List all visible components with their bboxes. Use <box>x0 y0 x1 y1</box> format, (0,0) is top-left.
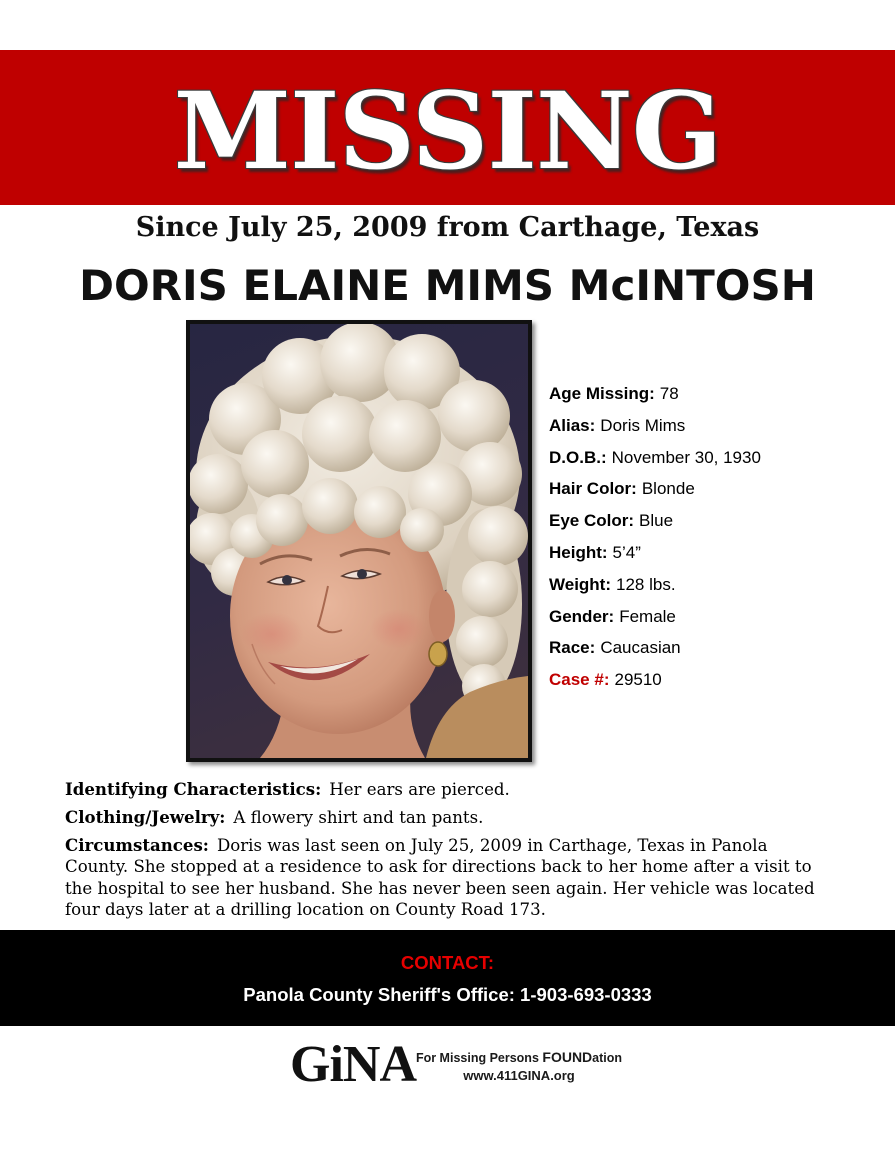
detail-weight <box>549 569 761 601</box>
clothing-label: Clothing/Jewelry: <box>65 806 226 827</box>
contact-heading: CONTACT: <box>400 952 495 973</box>
circumstances <box>65 835 815 920</box>
cheek <box>370 609 426 649</box>
tagline-ation: ation <box>592 1051 623 1065</box>
hair-curl <box>462 561 518 617</box>
detail-height <box>549 537 761 569</box>
clothing-jewelry <box>65 807 815 828</box>
contact-phone-line: Panola County Sheriff's Office: 1-903-693-0333 <box>243 984 652 1005</box>
identifying-label: Identifying Characteristics: <box>65 779 322 799</box>
circumstances-label: Circumstances: <box>65 834 209 855</box>
case-narrative <box>65 779 815 927</box>
iris <box>357 569 367 579</box>
detail-hair-color <box>549 473 761 505</box>
detail-case-number <box>549 664 761 696</box>
detail-value: November 30, 1930 <box>611 447 761 467</box>
tagline-text: For Missing Persons <box>415 1051 539 1065</box>
hair-curl <box>302 396 378 472</box>
detail-label: Alias: <box>549 415 596 435</box>
person-name: DORIS ELAINE MIMS McINTOSH <box>79 261 816 310</box>
hair-curl <box>190 454 248 514</box>
circumstances-line: the hospital to see her husband. She has never been seen again. Her vehicle was located <box>65 878 815 898</box>
detail-gender <box>549 601 761 633</box>
circumstances-line: four days later at a drilling location on County Road 173. <box>65 899 546 919</box>
hair-curl <box>369 400 441 472</box>
clothing-value: A flowery shirt and tan pants. <box>233 807 484 827</box>
detail-eye-color <box>549 505 761 537</box>
ear <box>429 590 455 642</box>
detail-race <box>549 632 761 664</box>
iris <box>282 575 292 585</box>
detail-dob <box>549 442 761 474</box>
detail-label: Eye Color: <box>549 511 635 531</box>
detail-value: Blonde <box>641 479 695 499</box>
hair-curl <box>400 508 444 552</box>
photo-frame <box>186 320 532 762</box>
details-list <box>549 378 761 696</box>
detail-value: Female <box>619 606 676 626</box>
cheek <box>240 612 304 656</box>
tagline-found: FOUND <box>542 1049 593 1065</box>
website-url: www.411GINA.org <box>463 1068 575 1083</box>
detail-value: 78 <box>659 384 679 403</box>
circumstances-line <box>65 835 815 856</box>
missing-since-line: Since July 25, 2009 from Carthage, Texas <box>135 212 760 243</box>
earring <box>429 642 447 666</box>
missing-person-photo <box>190 324 528 758</box>
circumstances-text: Doris was last seen on July 25, 2009 in Carthage, Texas in Panola <box>216 835 768 855</box>
hair-curl <box>456 616 508 668</box>
detail-alias <box>549 410 761 442</box>
detail-label: Height: <box>549 542 608 562</box>
hair-curl <box>256 494 308 546</box>
detail-label: Race: <box>549 638 596 658</box>
hair-curl <box>354 486 406 538</box>
detail-value: Blue <box>639 511 674 531</box>
identifying-value: Her ears are pierced. <box>329 780 510 799</box>
hair-curl <box>241 430 309 498</box>
identifying-characteristics <box>65 779 815 800</box>
contact-bar <box>0 930 895 1026</box>
circumstances-line: County. She stopped at a residence to ask for directions back to her home after a visit to <box>65 857 812 877</box>
hair-curl <box>438 380 510 452</box>
foundation-tagline <box>413 1049 625 1066</box>
case-number-value: 29510 <box>614 670 662 690</box>
detail-value: 5’4” <box>612 542 641 562</box>
detail-value: 128 lbs. <box>616 574 676 594</box>
case-number-label: Case #: <box>549 670 610 690</box>
detail-value: Doris Mims <box>600 415 686 435</box>
gina-logo: GiNA <box>290 1036 416 1093</box>
detail-label: Hair Color: <box>549 479 637 499</box>
detail-label: Age Missing: <box>549 384 655 403</box>
hair-curl <box>468 506 528 566</box>
hair-curl <box>302 478 358 534</box>
detail-age-missing <box>549 378 761 410</box>
detail-label: Weight: <box>549 574 612 594</box>
detail-value: Caucasian <box>600 638 681 658</box>
detail-label: Gender: <box>549 606 615 626</box>
missing-headline: MISSING <box>173 68 722 193</box>
detail-label: D.O.B.: <box>549 447 607 467</box>
